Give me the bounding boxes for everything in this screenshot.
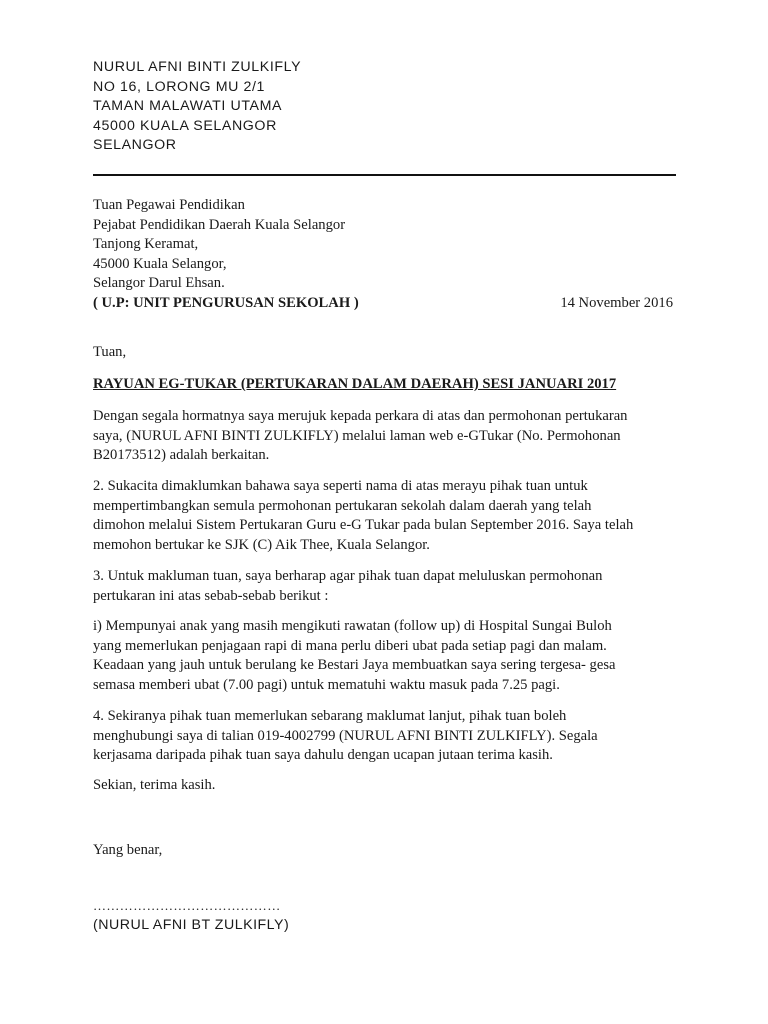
paragraph-line: 2. Sukacita dimaklumkan bahawa saya seperti nama di atas merayu pihak tuan untuk xyxy=(93,478,588,494)
recipient-line: Tuan Pegawai Pendidikan xyxy=(93,197,245,213)
letter-subject: RAYUAN EG-TUKAR (PERTUKARAN DALAM DAERAH) SESI JANUARI 2017 xyxy=(93,376,617,392)
sender-address xyxy=(93,58,301,156)
recipient-line: Tanjong Keramat, xyxy=(93,236,199,253)
paragraph-line: kerjasama daripada pihak tuan saya dahulu dengan ucapan jutaan terima kasih. xyxy=(93,747,553,764)
paragraph-line: saya, (NURUL AFNI BINTI ZULKIFLY) melalui laman web e-GTukar (No. Permohonan xyxy=(93,427,621,444)
paragraph-line: B20173512) adalah berkaitan. xyxy=(93,447,270,464)
sender-address-line: 45000 KUALA SELANGOR xyxy=(93,117,277,134)
reason-item-1 xyxy=(93,617,683,695)
paragraph-2 xyxy=(93,477,683,555)
header-divider xyxy=(93,174,676,176)
signature-name: (NURUL AFNI BT ZULKIFLY) xyxy=(93,917,290,933)
sender-address-line: NO 16, LORONG MU 2/1 xyxy=(93,78,266,95)
letter-date: 14 November 2016 xyxy=(560,294,673,311)
recipient-line: 45000 Kuala Selangor, xyxy=(93,255,227,272)
recipient-line: Pejabat Pendidikan Daerah Kuala Selangor xyxy=(93,216,346,233)
paragraph-line: 4. Sekiranya pihak tuan memerlukan sebarang maklumat lanjut, pihak tuan boleh xyxy=(93,708,567,724)
paragraph-line: Dengan segala hormatnya saya merujuk kepada perkara di atas dan permohonan pertukaran xyxy=(93,408,628,424)
paragraph-line: dimohon melalui Sistem Pertukaran Guru e-G Tukar pada bulan September 2016. Saya telah xyxy=(93,517,634,534)
sender-address-line: SELANGOR xyxy=(93,137,177,153)
salutation: Tuan, xyxy=(93,344,127,360)
paragraph-line: Keadaan yang jauh untuk berulang ke Bestari Jaya membuatkan saya sering tergesa- gesa xyxy=(93,657,616,674)
signature-dotted-line: …………………………………… xyxy=(93,898,281,913)
sender-name: NURUL AFNI BINTI ZULKIFLY xyxy=(93,59,302,75)
attention-line: ( U.P: UNIT PENGURUSAN SEKOLAH ) xyxy=(93,294,359,311)
paragraph-line: semasa memberi ubat (7.00 pagi) untuk mematuhi waktu masuk pada 7.25 pagi. xyxy=(93,676,560,693)
attention-row xyxy=(93,294,676,314)
paragraph-4 xyxy=(93,707,683,766)
paragraph-line: yang memerlukan penjagaan rapi di mana perlu diberi ubat pada setiap pagi dan malam. xyxy=(93,637,607,654)
paragraph-line: i) Mempunyai anak yang masih mengikuti rawatan (follow up) di Hospital Sungai Buloh xyxy=(93,618,612,634)
paragraph-line: 3. Untuk makluman tuan, saya berharap agar pihak tuan dapat meluluskan permohonan xyxy=(93,568,603,584)
closing-line: Sekian, terima kasih. xyxy=(93,777,216,793)
paragraph-line: pertukaran ini atas sebab-sebab berikut : xyxy=(93,587,329,604)
sender-address-line: TAMAN MALAWATI UTAMA xyxy=(93,98,283,114)
paragraph-line: mempertimbangkan semula permohonan pertukaran sekolah dalam daerah yang telah xyxy=(93,497,592,514)
paragraph-3 xyxy=(93,567,683,606)
paragraph-intro xyxy=(93,407,683,466)
recipient-address xyxy=(93,196,676,314)
paragraph-line: menghubungi saya di talian 019-4002799 (NURUL AFNI BINTI ZULKIFLY). Segala xyxy=(93,727,598,744)
regards-line: Yang benar, xyxy=(93,842,163,858)
paragraph-line: memohon bertukar ke SJK (C) Aik Thee, Kuala Selangor. xyxy=(93,536,430,553)
recipient-line: Selangor Darul Ehsan. xyxy=(93,275,225,292)
